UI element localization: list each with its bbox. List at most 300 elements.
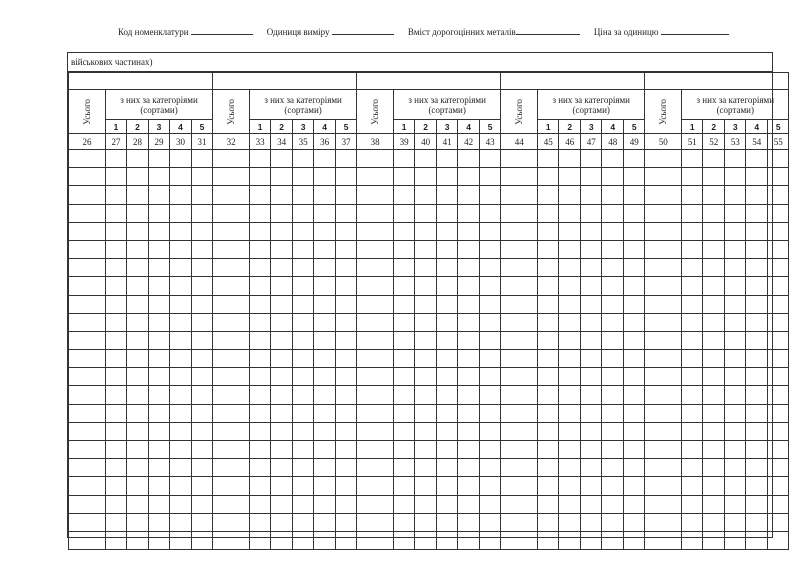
data-cell[interactable] (703, 441, 725, 459)
data-cell[interactable] (357, 222, 394, 240)
data-cell[interactable] (746, 441, 768, 459)
data-cell[interactable] (703, 313, 725, 331)
data-cell[interactable] (480, 404, 501, 422)
data-cell[interactable] (768, 477, 789, 495)
data-cell[interactable] (682, 513, 703, 531)
data-cell[interactable] (170, 422, 192, 440)
data-cell[interactable] (602, 295, 624, 313)
data-cell[interactable] (645, 331, 682, 349)
data-cell[interactable] (437, 404, 458, 422)
data-cell[interactable] (213, 459, 250, 477)
data-cell[interactable] (314, 477, 336, 495)
data-cell[interactable] (336, 531, 357, 549)
data-cell[interactable] (394, 277, 415, 295)
data-cell[interactable] (703, 459, 725, 477)
data-cell[interactable] (192, 240, 213, 258)
data-cell[interactable] (192, 404, 213, 422)
data-cell[interactable] (538, 531, 559, 549)
data-cell[interactable] (314, 150, 336, 168)
data-cell[interactable] (415, 513, 437, 531)
data-cell[interactable] (149, 259, 170, 277)
data-cell[interactable] (250, 531, 271, 549)
data-cell[interactable] (538, 313, 559, 331)
data-cell[interactable] (192, 150, 213, 168)
data-cell[interactable] (602, 441, 624, 459)
data-cell[interactable] (415, 422, 437, 440)
data-cell[interactable] (768, 259, 789, 277)
data-cell[interactable] (624, 350, 645, 368)
data-cell[interactable] (106, 168, 127, 186)
data-cell[interactable] (538, 495, 559, 513)
data-cell[interactable] (336, 404, 357, 422)
data-cell[interactable] (725, 150, 746, 168)
data-cell[interactable] (682, 477, 703, 495)
data-cell[interactable] (170, 295, 192, 313)
data-cell[interactable] (645, 477, 682, 495)
data-cell[interactable] (394, 386, 415, 404)
data-cell[interactable] (559, 422, 581, 440)
data-cell[interactable] (581, 531, 602, 549)
data-cell[interactable] (357, 277, 394, 295)
data-cell[interactable] (624, 422, 645, 440)
data-cell[interactable] (645, 186, 682, 204)
data-cell[interactable] (170, 150, 192, 168)
data-cell[interactable] (501, 331, 538, 349)
data-cell[interactable] (415, 531, 437, 549)
data-cell[interactable] (480, 495, 501, 513)
data-cell[interactable] (602, 186, 624, 204)
data-cell[interactable] (250, 259, 271, 277)
data-cell[interactable] (725, 295, 746, 313)
data-cell[interactable] (106, 513, 127, 531)
data-cell[interactable] (271, 331, 293, 349)
data-cell[interactable] (746, 459, 768, 477)
data-cell[interactable] (213, 368, 250, 386)
data-cell[interactable] (170, 259, 192, 277)
data-cell[interactable] (746, 313, 768, 331)
data-cell[interactable] (645, 259, 682, 277)
data-cell[interactable] (480, 222, 501, 240)
data-cell[interactable] (458, 513, 480, 531)
data-cell[interactable] (192, 422, 213, 440)
data-cell[interactable] (213, 350, 250, 368)
data-cell[interactable] (149, 422, 170, 440)
data-cell[interactable] (480, 386, 501, 404)
data-cell[interactable] (703, 404, 725, 422)
data-cell[interactable] (437, 168, 458, 186)
data-cell[interactable] (703, 513, 725, 531)
data-cell[interactable] (213, 150, 250, 168)
data-cell[interactable] (602, 277, 624, 295)
data-cell[interactable] (581, 441, 602, 459)
data-cell[interactable] (271, 386, 293, 404)
data-cell[interactable] (480, 350, 501, 368)
data-cell[interactable] (69, 459, 106, 477)
data-cell[interactable] (602, 513, 624, 531)
data-cell[interactable] (725, 368, 746, 386)
data-cell[interactable] (250, 186, 271, 204)
data-cell[interactable] (480, 259, 501, 277)
data-cell[interactable] (581, 459, 602, 477)
data-cell[interactable] (480, 150, 501, 168)
data-cell[interactable] (602, 259, 624, 277)
data-cell[interactable] (501, 150, 538, 168)
data-cell[interactable] (149, 313, 170, 331)
data-cell[interactable] (581, 350, 602, 368)
data-cell[interactable] (624, 513, 645, 531)
data-cell[interactable] (682, 295, 703, 313)
data-cell[interactable] (768, 350, 789, 368)
data-cell[interactable] (271, 422, 293, 440)
data-cell[interactable] (192, 531, 213, 549)
data-cell[interactable] (415, 477, 437, 495)
data-cell[interactable] (336, 222, 357, 240)
data-cell[interactable] (106, 531, 127, 549)
data-cell[interactable] (213, 513, 250, 531)
data-cell[interactable] (250, 168, 271, 186)
data-cell[interactable] (394, 204, 415, 222)
data-cell[interactable] (336, 204, 357, 222)
data-cell[interactable] (127, 495, 149, 513)
data-cell[interactable] (581, 295, 602, 313)
data-cell[interactable] (127, 150, 149, 168)
data-cell[interactable] (271, 295, 293, 313)
data-cell[interactable] (746, 295, 768, 313)
data-cell[interactable] (127, 222, 149, 240)
data-cell[interactable] (501, 477, 538, 495)
data-cell[interactable] (250, 441, 271, 459)
data-cell[interactable] (336, 459, 357, 477)
data-cell[interactable] (458, 495, 480, 513)
data-cell[interactable] (682, 168, 703, 186)
data-cell[interactable] (437, 531, 458, 549)
data-cell[interactable] (682, 368, 703, 386)
data-cell[interactable] (480, 531, 501, 549)
data-cell[interactable] (703, 422, 725, 440)
data-cell[interactable] (581, 477, 602, 495)
data-cell[interactable] (581, 277, 602, 295)
data-cell[interactable] (394, 513, 415, 531)
data-cell[interactable] (357, 386, 394, 404)
data-cell[interactable] (170, 186, 192, 204)
data-cell[interactable] (127, 422, 149, 440)
data-cell[interactable] (250, 422, 271, 440)
data-cell[interactable] (559, 331, 581, 349)
data-cell[interactable] (149, 204, 170, 222)
data-cell[interactable] (458, 386, 480, 404)
data-cell[interactable] (106, 368, 127, 386)
data-cell[interactable] (768, 368, 789, 386)
data-cell[interactable] (480, 441, 501, 459)
data-cell[interactable] (538, 422, 559, 440)
data-cell[interactable] (415, 295, 437, 313)
data-cell[interactable] (538, 204, 559, 222)
data-cell[interactable] (314, 404, 336, 422)
data-cell[interactable] (559, 295, 581, 313)
data-cell[interactable] (645, 386, 682, 404)
data-cell[interactable] (437, 240, 458, 258)
data-cell[interactable] (458, 477, 480, 495)
data-cell[interactable] (645, 204, 682, 222)
data-cell[interactable] (127, 459, 149, 477)
data-cell[interactable] (602, 240, 624, 258)
data-cell[interactable] (581, 150, 602, 168)
data-cell[interactable] (69, 404, 106, 422)
data-cell[interactable] (170, 477, 192, 495)
data-cell[interactable] (746, 204, 768, 222)
data-cell[interactable] (645, 350, 682, 368)
data-cell[interactable] (149, 222, 170, 240)
data-cell[interactable] (480, 331, 501, 349)
data-cell[interactable] (746, 495, 768, 513)
data-cell[interactable] (602, 422, 624, 440)
data-cell[interactable] (69, 331, 106, 349)
data-cell[interactable] (703, 259, 725, 277)
data-cell[interactable] (192, 459, 213, 477)
data-cell[interactable] (394, 222, 415, 240)
data-cell[interactable] (480, 295, 501, 313)
data-cell[interactable] (458, 313, 480, 331)
data-cell[interactable] (703, 204, 725, 222)
data-cell[interactable] (293, 477, 314, 495)
data-cell[interactable] (725, 259, 746, 277)
data-cell[interactable] (106, 259, 127, 277)
data-cell[interactable] (725, 477, 746, 495)
data-cell[interactable] (624, 441, 645, 459)
data-cell[interactable] (645, 459, 682, 477)
data-cell[interactable] (271, 513, 293, 531)
data-cell[interactable] (602, 404, 624, 422)
data-cell[interactable] (624, 313, 645, 331)
data-cell[interactable] (250, 331, 271, 349)
data-cell[interactable] (170, 168, 192, 186)
data-cell[interactable] (501, 513, 538, 531)
data-cell[interactable] (725, 441, 746, 459)
data-cell[interactable] (768, 386, 789, 404)
data-cell[interactable] (458, 150, 480, 168)
data-cell[interactable] (394, 477, 415, 495)
data-cell[interactable] (213, 168, 250, 186)
data-cell[interactable] (192, 477, 213, 495)
data-cell[interactable] (271, 441, 293, 459)
data-cell[interactable] (293, 350, 314, 368)
data-cell[interactable] (149, 277, 170, 295)
data-cell[interactable] (394, 331, 415, 349)
data-cell[interactable] (480, 459, 501, 477)
data-cell[interactable] (746, 277, 768, 295)
data-cell[interactable] (106, 350, 127, 368)
data-cell[interactable] (415, 186, 437, 204)
data-cell[interactable] (293, 386, 314, 404)
data-cell[interactable] (480, 313, 501, 331)
data-cell[interactable] (394, 531, 415, 549)
data-cell[interactable] (538, 186, 559, 204)
data-cell[interactable] (192, 168, 213, 186)
data-cell[interactable] (581, 331, 602, 349)
data-cell[interactable] (682, 204, 703, 222)
data-cell[interactable] (538, 441, 559, 459)
data-cell[interactable] (725, 222, 746, 240)
data-cell[interactable] (250, 313, 271, 331)
data-cell[interactable] (768, 204, 789, 222)
data-cell[interactable] (538, 350, 559, 368)
data-cell[interactable] (106, 404, 127, 422)
data-cell[interactable] (106, 459, 127, 477)
data-cell[interactable] (538, 295, 559, 313)
data-cell[interactable] (293, 204, 314, 222)
data-cell[interactable] (458, 222, 480, 240)
data-cell[interactable] (480, 277, 501, 295)
data-cell[interactable] (538, 386, 559, 404)
data-cell[interactable] (746, 259, 768, 277)
data-cell[interactable] (192, 313, 213, 331)
data-cell[interactable] (192, 441, 213, 459)
data-cell[interactable] (682, 459, 703, 477)
data-cell[interactable] (501, 277, 538, 295)
data-cell[interactable] (559, 259, 581, 277)
data-cell[interactable] (149, 513, 170, 531)
data-cell[interactable] (69, 186, 106, 204)
data-cell[interactable] (250, 368, 271, 386)
data-cell[interactable] (682, 186, 703, 204)
data-cell[interactable] (415, 168, 437, 186)
data-cell[interactable] (501, 422, 538, 440)
data-cell[interactable] (170, 386, 192, 404)
data-cell[interactable] (746, 513, 768, 531)
data-cell[interactable] (682, 240, 703, 258)
data-cell[interactable] (768, 240, 789, 258)
data-cell[interactable] (106, 495, 127, 513)
data-cell[interactable] (213, 259, 250, 277)
data-cell[interactable] (293, 513, 314, 531)
data-cell[interactable] (437, 259, 458, 277)
data-cell[interactable] (336, 240, 357, 258)
data-cell[interactable] (314, 422, 336, 440)
data-cell[interactable] (682, 386, 703, 404)
data-cell[interactable] (437, 313, 458, 331)
data-cell[interactable] (437, 350, 458, 368)
data-cell[interactable] (250, 513, 271, 531)
data-cell[interactable] (768, 277, 789, 295)
data-cell[interactable] (394, 313, 415, 331)
data-cell[interactable] (336, 386, 357, 404)
data-cell[interactable] (149, 531, 170, 549)
data-cell[interactable] (645, 495, 682, 513)
data-cell[interactable] (170, 350, 192, 368)
data-cell[interactable] (725, 495, 746, 513)
data-cell[interactable] (149, 295, 170, 313)
data-cell[interactable] (106, 295, 127, 313)
data-cell[interactable] (69, 441, 106, 459)
data-cell[interactable] (336, 441, 357, 459)
data-cell[interactable] (501, 204, 538, 222)
data-cell[interactable] (624, 295, 645, 313)
data-cell[interactable] (314, 531, 336, 549)
data-cell[interactable] (768, 422, 789, 440)
data-cell[interactable] (538, 368, 559, 386)
data-cell[interactable] (170, 404, 192, 422)
data-cell[interactable] (768, 186, 789, 204)
data-cell[interactable] (645, 531, 682, 549)
data-cell[interactable] (213, 404, 250, 422)
data-cell[interactable] (768, 295, 789, 313)
data-cell[interactable] (415, 204, 437, 222)
data-cell[interactable] (149, 240, 170, 258)
data-cell[interactable] (437, 222, 458, 240)
data-cell[interactable] (768, 313, 789, 331)
data-cell[interactable] (746, 150, 768, 168)
data-cell[interactable] (271, 186, 293, 204)
data-cell[interactable] (293, 422, 314, 440)
data-cell[interactable] (127, 168, 149, 186)
data-cell[interactable] (293, 277, 314, 295)
data-cell[interactable] (746, 422, 768, 440)
data-cell[interactable] (703, 477, 725, 495)
data-cell[interactable] (581, 240, 602, 258)
data-cell[interactable] (725, 350, 746, 368)
data-cell[interactable] (768, 513, 789, 531)
data-cell[interactable] (127, 277, 149, 295)
data-cell[interactable] (645, 168, 682, 186)
data-cell[interactable] (458, 168, 480, 186)
data-cell[interactable] (336, 331, 357, 349)
data-cell[interactable] (703, 531, 725, 549)
data-cell[interactable] (624, 277, 645, 295)
data-cell[interactable] (314, 295, 336, 313)
data-cell[interactable] (106, 331, 127, 349)
data-cell[interactable] (645, 368, 682, 386)
data-cell[interactable] (106, 477, 127, 495)
data-cell[interactable] (437, 204, 458, 222)
data-cell[interactable] (149, 404, 170, 422)
data-cell[interactable] (725, 386, 746, 404)
data-cell[interactable] (69, 386, 106, 404)
data-cell[interactable] (559, 168, 581, 186)
data-cell[interactable] (645, 222, 682, 240)
data-cell[interactable] (559, 459, 581, 477)
data-cell[interactable] (213, 222, 250, 240)
data-cell[interactable] (394, 495, 415, 513)
data-cell[interactable] (703, 222, 725, 240)
data-cell[interactable] (106, 277, 127, 295)
data-cell[interactable] (415, 331, 437, 349)
data-cell[interactable] (501, 168, 538, 186)
data-cell[interactable] (127, 441, 149, 459)
data-cell[interactable] (293, 150, 314, 168)
data-cell[interactable] (192, 277, 213, 295)
data-cell[interactable] (106, 150, 127, 168)
data-cell[interactable] (314, 331, 336, 349)
data-cell[interactable] (336, 186, 357, 204)
data-cell[interactable] (458, 350, 480, 368)
data-cell[interactable] (170, 459, 192, 477)
data-cell[interactable] (357, 168, 394, 186)
data-cell[interactable] (480, 168, 501, 186)
data-cell[interactable] (415, 277, 437, 295)
data-cell[interactable] (293, 222, 314, 240)
data-cell[interactable] (682, 331, 703, 349)
data-cell[interactable] (192, 350, 213, 368)
data-cell[interactable] (394, 422, 415, 440)
data-cell[interactable] (501, 441, 538, 459)
data-cell[interactable] (106, 240, 127, 258)
data-cell[interactable] (725, 331, 746, 349)
data-cell[interactable] (271, 313, 293, 331)
data-cell[interactable] (336, 295, 357, 313)
data-cell[interactable] (192, 513, 213, 531)
data-cell[interactable] (682, 441, 703, 459)
data-cell[interactable] (538, 222, 559, 240)
